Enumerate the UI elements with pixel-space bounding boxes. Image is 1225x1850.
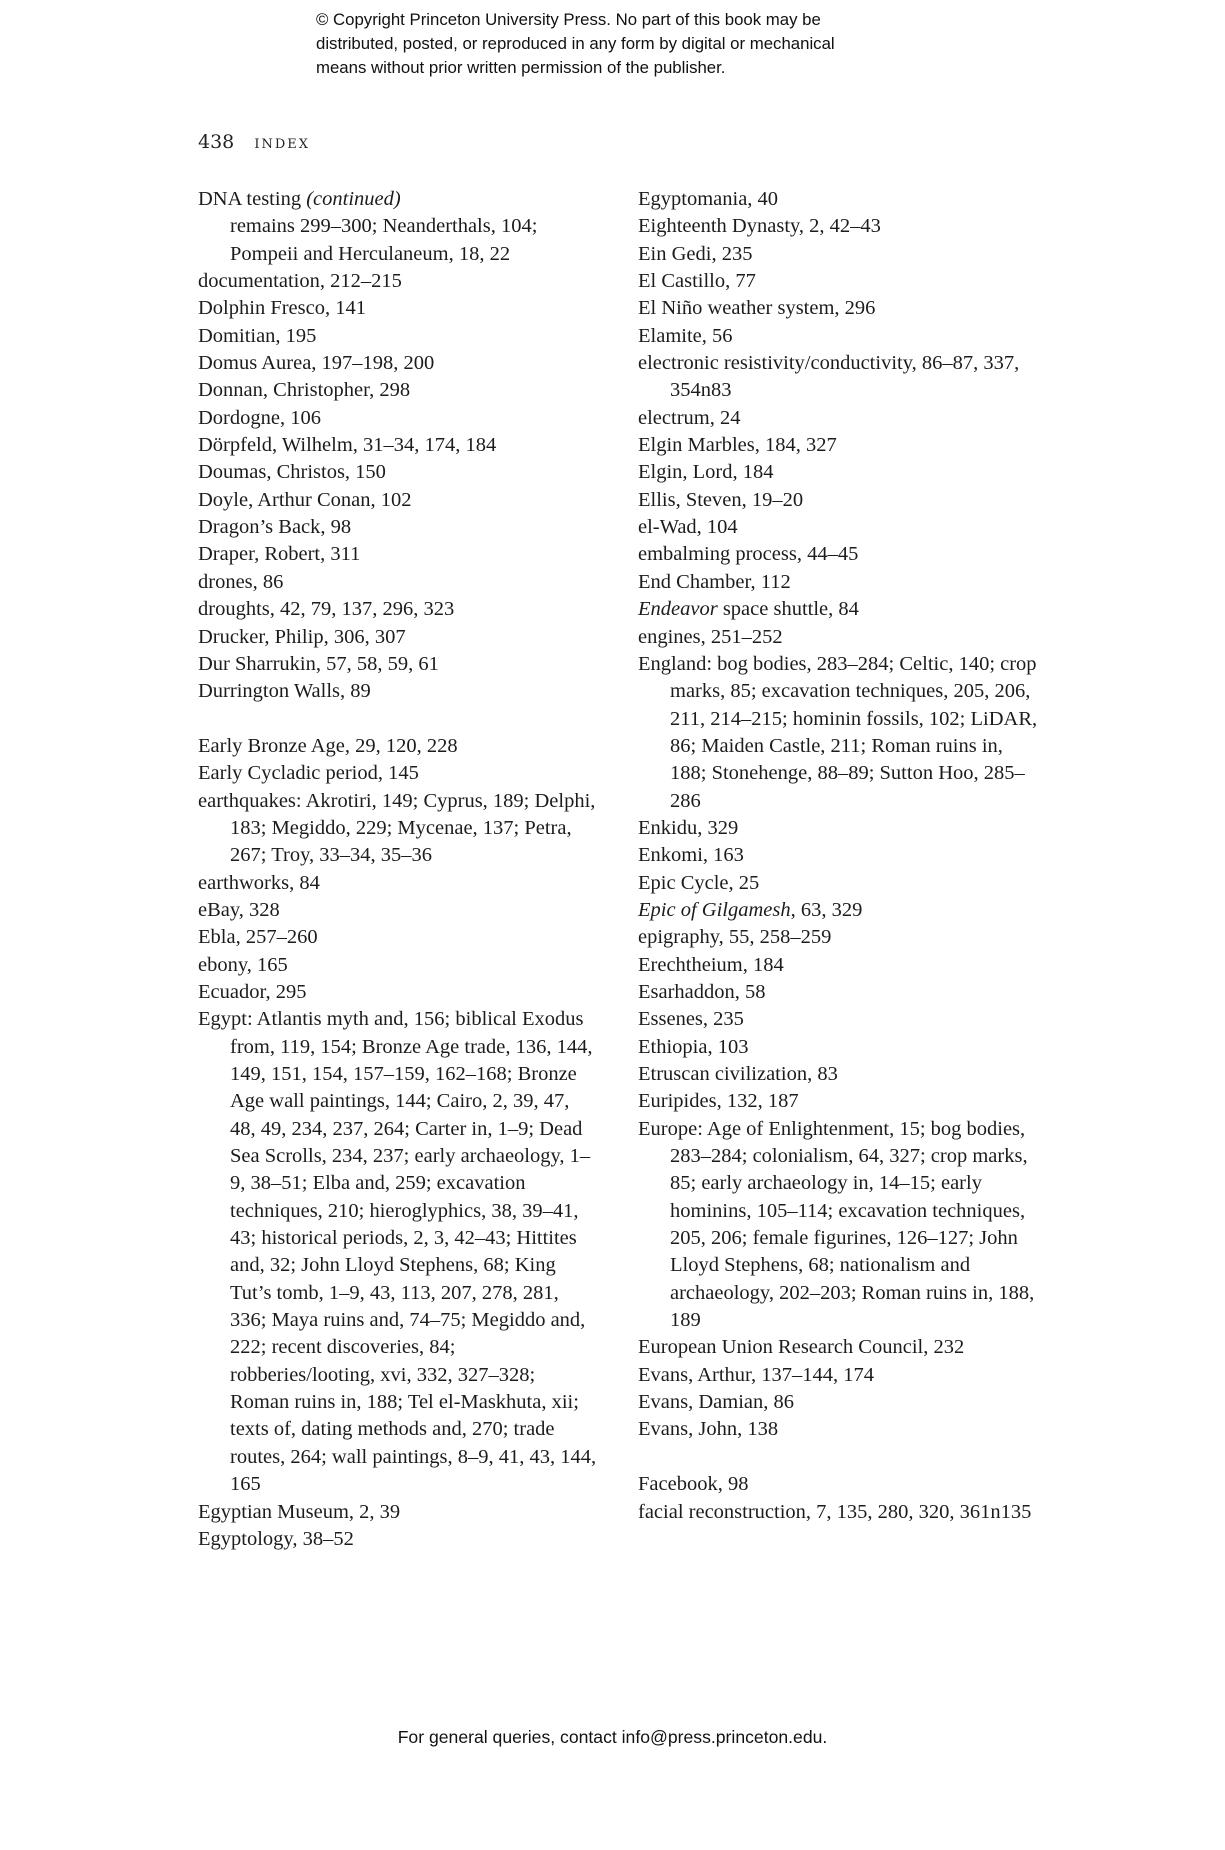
index-entry: Evans, Arthur, 137–144, 174 <box>638 1363 875 1386</box>
index-entry: earthquakes: Akrotiri, 149; Cyprus, 189; Delphi, 183; Megiddo, 229; Mycenae, 137; Petra, 267; Troy, 33–34, 35–36 <box>198 789 596 867</box>
entry-text: , 63, 329 <box>790 898 863 921</box>
copyright-line: means without prior written permission of the publisher. <box>316 58 726 77</box>
index-entry: Etruscan civilization, 83 <box>638 1063 838 1085</box>
index-entry: Early Bronze Age, 29, 120, 228 <box>198 734 458 757</box>
index-column-left <box>198 186 598 1553</box>
index-entry: Ebla, 257–260 <box>198 926 318 949</box>
index-entry: eBay, 328 <box>198 898 280 921</box>
index-entry: Ecuador, 295 <box>198 980 307 1003</box>
index-entry: Egypt: Atlantis myth and, 156; biblical Exodus from, 119, 154; Bronze Age trade, 136, 144, 149, 151, 154, 157–159, 162–168; Bronze Age wall paintings, 144; Cairo, 2, 39, 47, 48, 49, 234, 237, 264; Carter in, 1–9; Dead Sea Scrolls, 234, 237; early archaeology, 1–9, 38–51; Elba and, 259; excavation techniques, 210; hieroglyphics, 38, 39–41, 43; historical periods, 2, 3, 42–43; Hittites and, 32; John Lloyd Stephens, 68; King Tut’s tomb, 1–9, 43, 113, 207, 278, 281, 336; Maya ruins and, 74–75; Megiddo and, 222; recent discoveries, 84; robberies/looting, xvi, 332, 327–328; Roman ruins in, 188; Tel el-Maskhuta, xii; texts of, dating methods and, 270; trade routes, 264; wall paintings, 8–9, 41, 43, 144, 165 <box>198 1008 597 1496</box>
entry-italic-text: (continued) <box>306 188 401 210</box>
index-entry: documentation, 212–215 <box>198 270 402 293</box>
running-title: index <box>254 131 310 153</box>
index-entry: Ein Gedi, 235 <box>638 242 753 265</box>
index-entry: Elgin, Lord, 184 <box>638 461 774 484</box>
index-entry: Elgin Marbles, 184, 327 <box>638 434 837 457</box>
index-entry: Dragon’s Back, 98 <box>198 516 352 539</box>
index-entry: Eighteenth Dynasty, 2, 42–43 <box>638 215 881 238</box>
index-entry: Doyle, Arthur Conan, 102 <box>198 488 412 511</box>
index-entry: ebony, 165 <box>198 953 288 976</box>
index-entry: electrum, 24 <box>638 406 741 429</box>
index-entry: European Union Research Council, 232 <box>638 1336 965 1359</box>
index-entry: Draper, Robert, 311 <box>198 543 361 566</box>
index-entry: Elamite, 56 <box>638 324 733 347</box>
index-entry: Ethiopia, 103 <box>638 1035 749 1058</box>
index-entry: Drucker, Philip, 306, 307 <box>198 625 406 648</box>
index-entry: Domitian, 195 <box>198 324 317 347</box>
index-entry: England: bog bodies, 283–284; Celtic, 140; crop marks, 85; excavation techniques, 205, 206, 211, 214–215; hominin fossils, 102; LiDAR, 86; Maiden Castle, 211; Roman ruins in, 188; Stonehenge, 88–89; Sutton Hoo, 285–286 <box>638 652 1038 812</box>
index-entry: Facebook, 98 <box>638 1473 749 1496</box>
copyright-line: © Copyright Princeton University Press. No part of this book may be <box>316 10 821 29</box>
index-entry: Dörpfeld, Wilhelm, 31–34, 174, 184 <box>198 434 497 457</box>
index-entry: Essenes, 235 <box>638 1008 744 1031</box>
index-entry <box>638 596 1038 623</box>
index-entry: Domus Aurea, 197–198, 200 <box>198 352 435 375</box>
index-entry: embalming process, 44–45 <box>638 543 859 566</box>
index-entry: Enkomi, 163 <box>638 844 744 867</box>
index-entry: Dordogne, 106 <box>198 406 321 429</box>
index-letter-break <box>638 1444 1038 1471</box>
footer-contact: For general queries, contact info@press.princeton.edu. <box>397 1727 828 1747</box>
index-letter-break <box>198 706 598 733</box>
entry-text: space shuttle, 84 <box>717 598 859 621</box>
index-entry <box>198 186 598 213</box>
index-entry: facial reconstruction, 7, 135, 280, 320, 361n135 <box>638 1500 1032 1523</box>
index-entry: droughts, 42, 79, 137, 296, 323 <box>198 598 455 621</box>
index-entry: Early Cycladic period, 145 <box>198 762 419 785</box>
index-entry: El Niño weather system, 296 <box>638 297 876 320</box>
index-entry: Euripides, 132, 187 <box>638 1090 799 1113</box>
index-entry: electronic resistivity/conductivity, 86–87, 337, 354n83 <box>638 352 1020 402</box>
index-entry: Evans, John, 138 <box>638 1418 779 1441</box>
running-head <box>198 127 310 157</box>
index-entry: epigraphy, 55, 258–259 <box>638 926 832 949</box>
copyright-notice <box>316 8 956 80</box>
index-entry: Europe: Age of Enlightenment, 15; bog bodies, 283–284; colonialism, 64, 327; crop marks, 85; early archaeology in, 14–15; early hominins, 105–114; excavation techniques, 205, 206; female figurines, 126–127; John Lloyd Stephens, 68; nationalism and archaeology, 202–203; Roman ruins in, 188, 189 <box>638 1117 1035 1332</box>
index-entry-continuation: remains 299–300; Neanderthals, 104; Pompeii and Herculaneum, 18, 22 <box>230 215 538 265</box>
entry-italic-text: Epic of Gilgamesh <box>638 898 791 921</box>
index-entry: Enkidu, 329 <box>638 816 739 839</box>
index-entry: El Castillo, 77 <box>638 270 756 293</box>
index-entry <box>638 897 1038 924</box>
index-entry: earthworks, 84 <box>198 871 320 894</box>
index-entry: drones, 86 <box>198 570 284 593</box>
entry-text: DNA testing <box>198 188 307 210</box>
index-entry: Donnan, Christopher, 298 <box>198 379 411 402</box>
index-column-right <box>638 186 1038 1526</box>
index-entry: Egyptology, 38–52 <box>198 1527 354 1550</box>
index-entry: Evans, Damian, 86 <box>638 1391 794 1414</box>
page-number: 438 <box>198 131 235 153</box>
index-entry: Doumas, Christos, 150 <box>198 461 386 484</box>
copyright-line: distributed, posted, or reproduced in any form by digital or mechanical <box>316 34 835 53</box>
index-entry: Epic Cycle, 25 <box>638 871 760 894</box>
index-entry: Dolphin Fresco, 141 <box>198 297 366 320</box>
index-entry: End Chamber, 112 <box>638 570 791 593</box>
index-entry: Erechtheium, 184 <box>638 953 784 976</box>
index-entry: Ellis, Steven, 19–20 <box>638 488 804 511</box>
index-entry: Dur Sharrukin, 57, 58, 59, 61 <box>198 652 439 675</box>
index-entry: engines, 251–252 <box>638 625 783 648</box>
index-entry: el-Wad, 104 <box>638 516 738 539</box>
index-entry: Egyptian Museum, 2, 39 <box>198 1500 401 1523</box>
index-entry: Durrington Walls, 89 <box>198 680 371 703</box>
index-entry: Esarhaddon, 58 <box>638 980 766 1003</box>
index-entry: Egyptomania, 40 <box>638 188 779 210</box>
entry-italic-text: Endeavor <box>638 598 718 621</box>
